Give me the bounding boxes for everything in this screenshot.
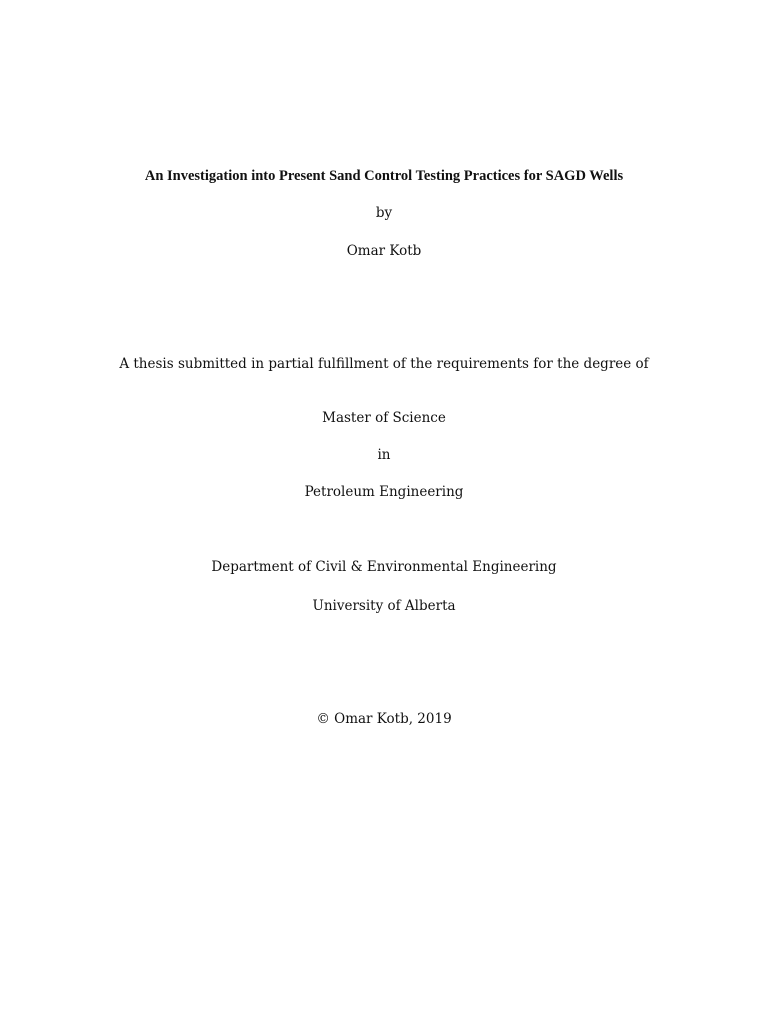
by-label: by: [375, 205, 393, 221]
degree-name: Master of Science: [322, 410, 446, 426]
department-name: Department of Civil & Environmental Engineering: [211, 559, 557, 575]
thesis-title: An Investigation into Present Sand Control Testing Practices for SAGD Wells: [144, 168, 624, 184]
university-name: University of Alberta: [312, 598, 456, 614]
author-name: Omar Kotb: [346, 243, 422, 259]
in-label: in: [377, 447, 391, 463]
copyright-notice: © Omar Kotb, 2019: [316, 711, 452, 727]
submission-statement: A thesis submitted in partial fulfillment of the requirements for the degree of: [119, 356, 649, 372]
program-name: Petroleum Engineering: [304, 484, 464, 500]
